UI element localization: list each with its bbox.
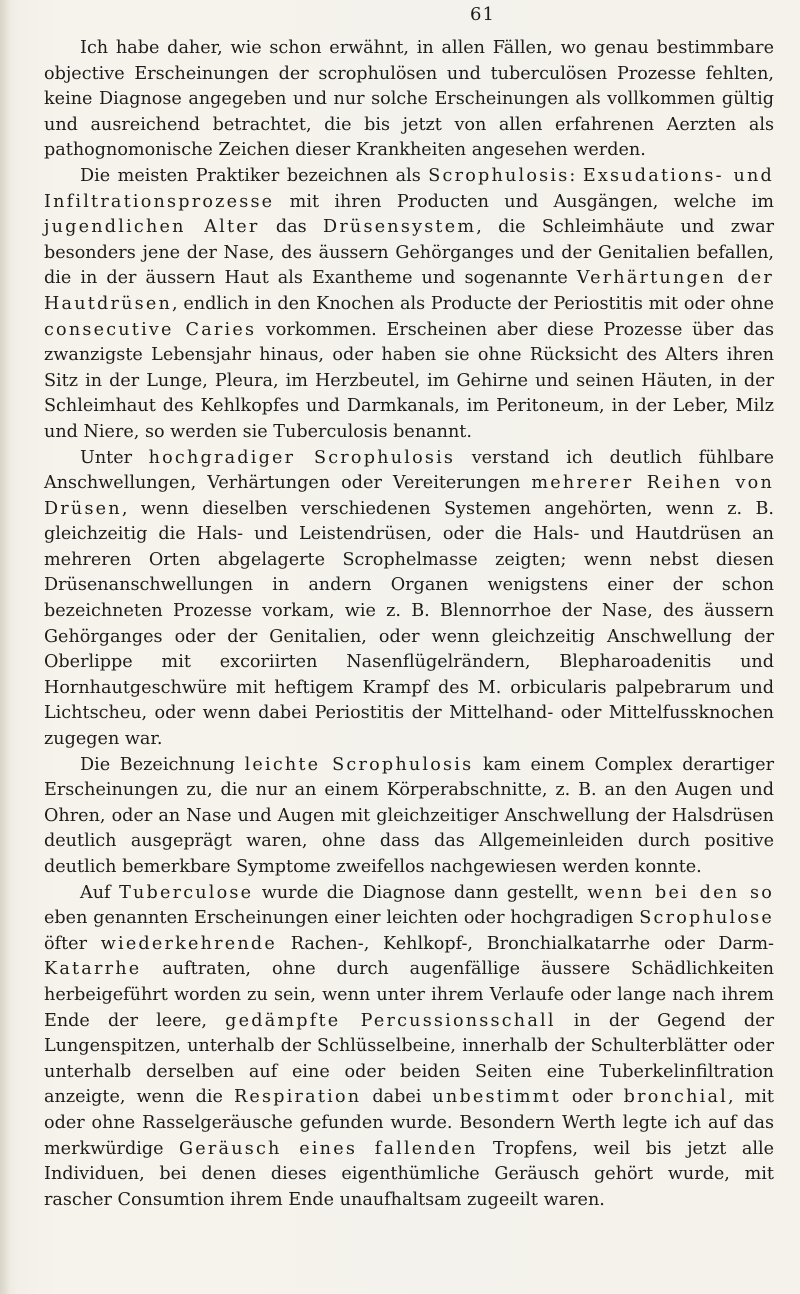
text-run: dabei — [361, 1087, 433, 1108]
page-number: 61 — [470, 4, 495, 25]
text-run: , die Schleimhäute und zwar besonders jene der Nase, des äussern Gehörganges und der Genitalien befallen, die in der äussern Haut als Exantheme und sogenannte — [44, 217, 775, 289]
text-run: mit ihren Producten und Ausgängen, welche im — [274, 191, 774, 212]
paragraph — [44, 881, 774, 1214]
spaced-emphasis: Geräusch eines fallenden — [179, 1138, 478, 1159]
spaced-emphasis: Respiration — [233, 1087, 362, 1108]
text-run: Die Bezeichnung — [80, 754, 245, 775]
text-run: eben genannten Erscheinungen einer leichten oder hochgradigen — [44, 908, 640, 929]
text-run: Unter — [80, 447, 149, 468]
spaced-emphasis: Drüsensystem — [323, 217, 477, 238]
spaced-emphasis: wenn bei den so — [587, 882, 774, 903]
spaced-emphasis: Exsudations- und Infiltrationsprozesse — [44, 165, 774, 212]
spaced-emphasis: wiederkehrende — [100, 933, 277, 954]
paragraph — [44, 446, 774, 753]
text-run: verstand ich deutlich fühlbare Anschwellungen, Verhärtungen oder Vereiterungen — [44, 447, 775, 494]
text-run: vorkommen. Erscheinen aber diese Prozesse über das zwanzigste Lebensjahr hinaus, oder haben sie ohne Rücksicht des Alters ihren Sitz in der Lunge, Pleura, im Herzbeutel, im Gehirne und seinen Häuten, in der Schleimhaut des Kehlkopfes und Darmkanals, im Peritoneum, in der Leber, Milz und Niere, so werden sie Tuberculosis benannt. — [44, 319, 774, 442]
spaced-emphasis: Katarrhe — [44, 959, 142, 980]
text-run: auftraten, ohne durch augenfällige äussere Schädlichkeiten herbeigeführt worden zu sein, wenn unter ihrem Verlaufe oder lange nach ihrem Ende der leere, — [44, 959, 774, 1031]
page-body — [44, 36, 774, 1213]
spaced-emphasis: consecutive Caries — [44, 319, 257, 340]
spaced-emphasis: unbestimmt — [432, 1087, 561, 1108]
text-run: das — [259, 217, 324, 238]
paragraph — [44, 164, 774, 446]
text-run: Rachen-, Kehlkopf-, Bronchialkatarrhe oder Darm- — [276, 933, 774, 954]
spaced-emphasis: Scrophulose — [639, 908, 774, 929]
text-run: oder — [560, 1087, 624, 1108]
spaced-emphasis: hochgradiger Scrophulosis — [148, 447, 456, 468]
text-run: Tropfens, weil bis jetzt alle Individuen, bei denen dieses eigenthümliche Geräusch gehört wurde, mit rascher Consumtion ihrem Ende unaufhaltsam zugeeilt waren. — [44, 1138, 774, 1210]
spaced-emphasis: mehrerer Reihen von Drüsen — [44, 473, 774, 519]
spaced-emphasis: bronchial — [623, 1087, 728, 1108]
paragraph — [44, 753, 774, 881]
text-run: , wenn dieselben verschiedenen Systemen angehörten, wenn z. B. gleichzeitig die Hals- und Leistendrüsen, oder die Hals- und Hautdrüsen an mehreren Orten abgelagerte Scrophelmasse zeigten; wenn nebst diesen Drüsenanschwellungen in andern Organen wenigstens einer der schon bezeichneten Prozesse vorkam, wie z. B. Blennorrhoe der Nase, des äussern Gehörganges oder der Genitalien, oder wenn gleichzeitig Anschwellung der Oberlippe mit excoriirten Nasenflügelrändern, Blepharoadenitis und Hornhautgeschwüre mit heftigem Krampf des M. orbicularis palpebrarum und Lichtscheu, oder wenn dabei Periostitis der Mittelhand- oder Mittelfussknochen zugegen war. — [44, 498, 774, 750]
text-run: wurde die Diagnose dann gestellt, — [253, 882, 588, 903]
paragraph — [44, 36, 774, 164]
spaced-emphasis: Tuberculose — [119, 882, 254, 903]
spaced-emphasis: Scrophulosis — [428, 165, 570, 186]
text-run: öfter — [44, 933, 101, 954]
spaced-emphasis: leichte Scrophulosis — [244, 754, 474, 775]
text-run: in der Gegend der Lungenspitzen, unterhalb der Schlüsselbeine, innerhalb der Schulterblätter oder unterhalb derselben auf eine oder beiden Seiten eine Tuberkelinfiltration anzeigte, wenn die — [44, 1010, 775, 1108]
text-run: Die meisten Praktiker bezeichnen als — [80, 165, 429, 186]
text-run: Auf — [80, 882, 120, 903]
text-run: , endlich in den Knochen als Producte der Periostitis mit oder ohne — [172, 293, 774, 314]
spaced-emphasis: Verhärtungen der Hautdrüsen — [44, 268, 775, 314]
text-run: kam einem Complex derartiger Erscheinungen zu, die nur an einem Körperabschnitte, z. B. an den Augen und Ohren, oder an Nase und Augen mit gleichzeitiger Anschwellung der Halsdrüsen deutlich ausgeprägt waren, ohne dass das Allgemeinleiden durch positive deutlich bemerkbare Symptome zweifellos nachgewiesen werden konnte. — [44, 754, 774, 877]
text-run: , mit oder ohne Rasselgeräusche gefunden wurde. Besondern Werth legte ich auf das merkwürdige — [44, 1087, 774, 1159]
text-run: : — [569, 165, 583, 186]
text-run: Ich habe daher, wie schon erwähnt, in allen Fällen, wo genau bestimmbare objective Erscheinungen der scrophulösen und tuberculösen Prozesse fehlten, keine Diagnose angegeben und nur solche Erscheinungen als vollkommen gültig und ausreichend betrachtet, die bis jetzt von allen erfahrenen Aerzten als pathognomonische Zeichen dieser Krankheiten angesehen werden. — [44, 38, 774, 161]
spaced-emphasis: jugendlichen Alter — [44, 217, 260, 238]
binding-shadow — [0, 0, 10, 1294]
spaced-emphasis: gedämpfte Percussionsschall — [225, 1010, 556, 1031]
